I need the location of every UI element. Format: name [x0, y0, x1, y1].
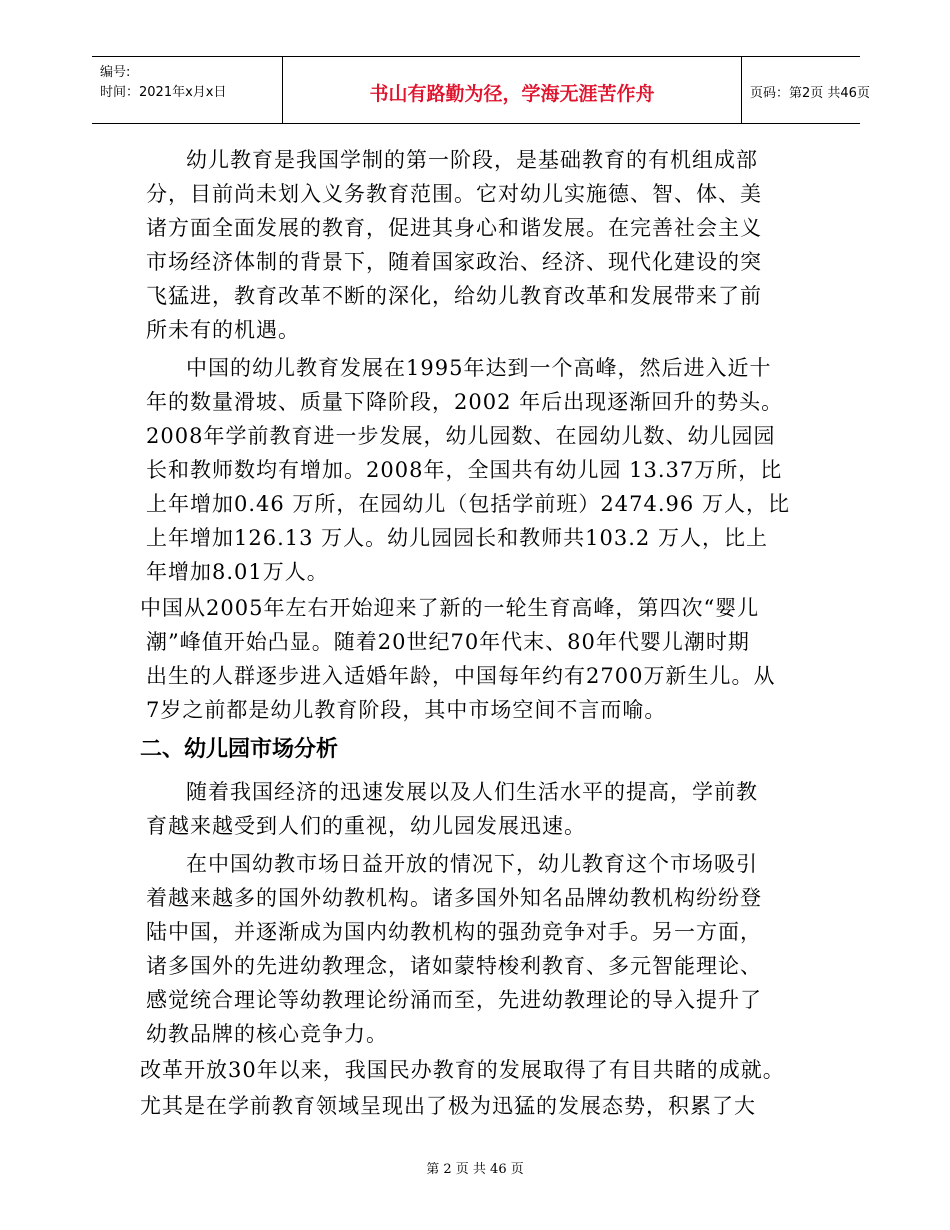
paragraph-2-line: 年增加8.01万人。: [146, 560, 329, 584]
paragraph-5-line: 诸多国外的先进幼教理念，诸如蒙特梭利教育、多元智能理论、: [146, 954, 762, 978]
header-table: [92, 56, 870, 124]
paragraph-6-line: 尤其是在学前教育领域呈现出了极为迅猛的发展态势，积累了大: [140, 1094, 756, 1118]
page-footer: 第 2 页 共 46 页: [426, 1162, 524, 1177]
paragraph-1-line: 所未有的机遇。: [146, 318, 300, 342]
paragraph-3-line: 出生的人群逐步进入适婚年龄，中国每年约有2700万新生儿。从: [146, 664, 776, 688]
paragraph-5-line: 陆中国，并逐渐成为国内幼教机构的强劲竞争对手。另一方面，: [146, 920, 762, 944]
paragraph-5-line: 感觉统合理论等幼教理论纷涌而至，先进幼教理论的导入提升了: [146, 988, 762, 1012]
paragraph-2-line: 上年增加0.46 万所，在园幼儿（包括学前班）2474.96 万人，比: [146, 492, 790, 516]
document-number-label: 编号:: [100, 65, 131, 80]
paragraph-1-line: 飞猛进，教育改革不断的深化，给幼儿教育改革和发展带来了前: [146, 284, 762, 308]
paragraph-5-line: 幼教品牌的核心竞争力。: [146, 1022, 388, 1046]
paragraph-1-line: 诸方面全面发展的教育，促进其身心和谐发展。在完善社会主义: [146, 216, 762, 240]
document-time-label: 时间：2021年x月x日: [100, 85, 227, 100]
paragraph-4-line: 随着我国经济的迅速发展以及人们生活水平的提高，学前教: [186, 780, 758, 804]
header-meta-cell: [92, 57, 282, 123]
paragraph-1-line: 市场经济体制的背景下，随着国家政治、经济、现代化建设的突: [146, 250, 762, 274]
paragraph-1-line: 分，目前尚未划入义务教育范围。它对幼儿实施德、智、体、美: [146, 182, 762, 206]
header-motto: 书山有路勤为径，学海无涯苦作舟: [369, 83, 655, 105]
header-page-info: 页码：第2页 共46页: [750, 86, 870, 101]
section-heading: 二、幼儿园市场分析: [140, 737, 339, 762]
paragraph-2-line: 上年增加126.13 万人。幼儿园园长和教师共103.2 万人，比上: [146, 526, 768, 550]
paragraph-3-line: 7岁之前都是幼儿教育阶段，其中市场空间不言而喻。: [146, 698, 667, 722]
paragraph-1-line: 幼儿教育是我国学制的第一阶段，是基础教育的有机组成部: [186, 148, 758, 172]
paragraph-2-line: 2008年学前教育进一步发展，幼儿园数、在园幼儿数、幼儿园园: [146, 424, 776, 448]
paragraph-5-line: 着越来越多的国外幼教机构。诸多国外知名品牌幼教机构纷纷登: [146, 886, 762, 910]
paragraph-2-line: 年的数量滑坡、质量下降阶段，2002 年后出现逐渐回升的势头。: [146, 390, 784, 414]
paragraph-3-line: 中国从2005年左右开始迎来了新的一轮生育高峰，第四次“婴儿: [140, 596, 760, 620]
paragraph-6-line: 改革开放30年以来，我国民办教育的发展取得了有目共睹的成就。: [140, 1058, 785, 1082]
paragraph-2-line: 中国的幼儿教育发展在1995年达到一个高峰，然后进入近十: [186, 356, 772, 380]
header-motto-cell: [282, 57, 742, 123]
paragraph-5-line: 在中国幼教市场日益开放的情况下，幼儿教育这个市场吸引: [186, 852, 758, 876]
paragraph-2-line: 长和教师数均有增加。2008年，全国共有幼儿园 13.37万所，比: [146, 458, 783, 482]
paragraph-4-line: 育越来越受到人们的重视，幼儿园发展迅速。: [146, 814, 586, 838]
header-page-cell: [740, 57, 870, 123]
paragraph-3-line: 潮”峰值开始凸显。随着20世纪70年代末、80年代婴儿潮时期: [146, 630, 750, 654]
